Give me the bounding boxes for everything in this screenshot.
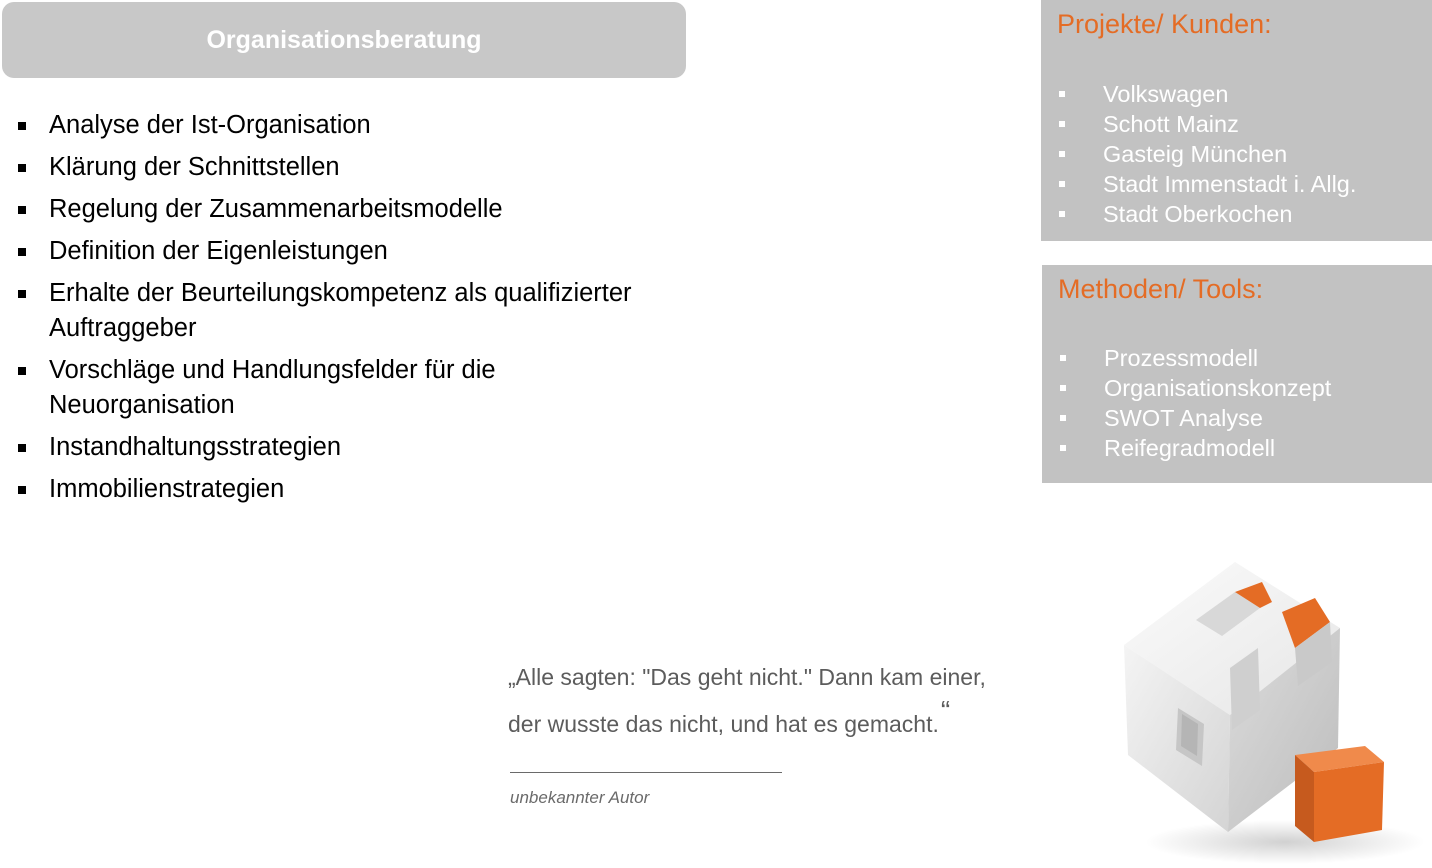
square-bullet-icon <box>1059 91 1065 97</box>
list-item <box>14 234 654 269</box>
list-item <box>14 150 654 185</box>
list-item <box>1041 199 1356 229</box>
projects-title: Projekte/ Kunden: <box>1057 9 1272 39</box>
square-bullet-icon <box>18 444 26 452</box>
list-item <box>14 192 654 227</box>
list-item-text: Schott Mainz <box>1103 111 1239 137</box>
list-item-text: Gasteig München <box>1103 141 1288 167</box>
list-item-text: Organisationskonzept <box>1104 375 1332 401</box>
list-item <box>14 276 654 346</box>
square-bullet-icon <box>18 206 26 214</box>
list-item-text: Analyse der Ist-Organisation <box>49 111 371 139</box>
list-item-text: Immobilienstrategien <box>49 475 285 503</box>
list-item-text: Instandhaltungsstrategien <box>49 433 342 461</box>
square-bullet-icon <box>18 367 26 375</box>
quote-author: unbekannter Autor <box>510 788 650 807</box>
list-item-text: Stadt Immenstadt i. Allg. <box>1103 171 1357 197</box>
list-item <box>1041 79 1356 109</box>
list-item <box>1041 139 1356 169</box>
square-bullet-icon <box>1060 445 1066 451</box>
list-item-text: Vorschläge und Handlungsfelder für die Neuorganisation <box>49 356 496 419</box>
list-item-text: SWOT Analyse <box>1104 405 1263 431</box>
methods-title: Methoden/ Tools: <box>1058 274 1264 304</box>
puzzle-cube-icon <box>1110 550 1432 868</box>
list-item <box>14 353 654 423</box>
list-item-text: Reifegradmodell <box>1104 435 1276 461</box>
projects-list <box>1041 79 1356 229</box>
methods-box <box>1042 265 1432 483</box>
square-bullet-icon <box>18 122 26 130</box>
list-item-text: Erhalte der Beurteilungskompetenz als qualifizierter Auftraggeber <box>49 279 632 342</box>
square-bullet-icon <box>1059 211 1065 217</box>
list-item <box>14 108 654 143</box>
list-item <box>1042 373 1331 403</box>
square-bullet-icon <box>1060 355 1066 361</box>
projects-box <box>1041 0 1432 241</box>
square-bullet-icon <box>1059 121 1065 127</box>
square-bullet-icon <box>1060 385 1066 391</box>
list-item-text: Volkswagen <box>1103 81 1229 107</box>
list-item <box>14 472 654 507</box>
quote-text <box>508 654 1088 747</box>
square-bullet-icon <box>18 164 26 172</box>
list-item <box>1042 433 1331 463</box>
square-bullet-icon <box>18 290 26 298</box>
list-item-text: Klärung der Schnittstellen <box>49 153 340 181</box>
quote-line-2-text: der wusste das nicht, und hat es gemacht. <box>508 711 939 737</box>
list-item-text: Prozessmodell <box>1104 345 1259 371</box>
list-item <box>1041 169 1356 199</box>
quote-line-2 <box>508 695 1088 747</box>
square-bullet-icon <box>18 486 26 494</box>
service-list <box>14 108 654 514</box>
closing-quote-mark: “ <box>940 695 951 726</box>
list-item <box>14 430 654 465</box>
list-item <box>1041 109 1356 139</box>
list-item-text: Regelung der Zusammenarbeitsmodelle <box>49 195 503 223</box>
page-title: Organisationsberatung <box>206 25 482 54</box>
square-bullet-icon <box>1059 151 1065 157</box>
quote-divider <box>510 772 782 773</box>
methods-list <box>1042 343 1331 463</box>
list-item <box>1042 403 1331 433</box>
list-item-text: Stadt Oberkochen <box>1103 201 1293 227</box>
list-item-text: Definition der Eigenleistungen <box>49 237 388 265</box>
title-banner <box>2 2 686 78</box>
square-bullet-icon <box>18 248 26 256</box>
quote-line-1: „Alle sagten: "Das geht nicht." Dann kam einer, <box>508 664 986 690</box>
list-item <box>1042 343 1331 373</box>
square-bullet-icon <box>1060 415 1066 421</box>
square-bullet-icon <box>1059 181 1065 187</box>
